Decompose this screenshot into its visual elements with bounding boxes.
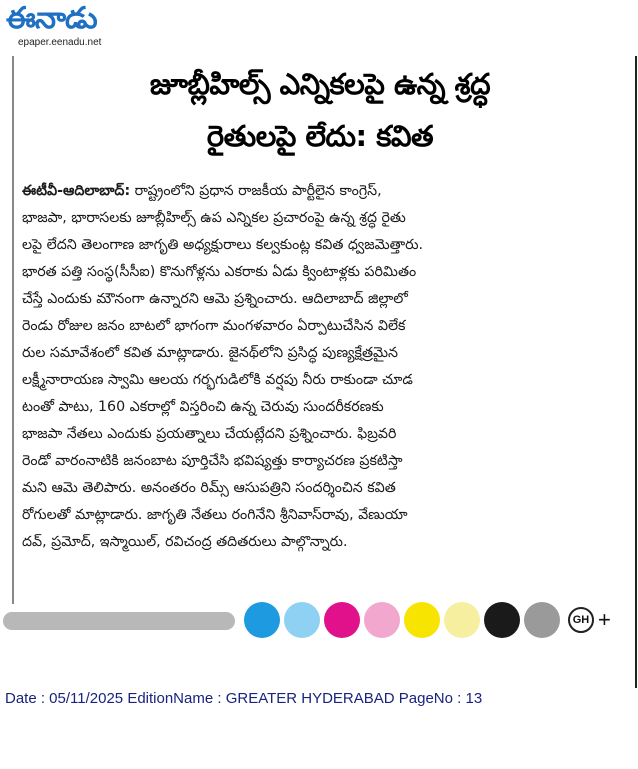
body-line-1: [22, 178, 618, 205]
headline-line-1: జూబ్లీహిల్స్ ఎన్నికలపై ఉన్న శ్రద్ధ: [149, 67, 491, 101]
body-lines: [22, 205, 618, 556]
first-line-text: రాష్ట్రంలోని ప్రధాన రాజకీయ పార్టీలైన కాంగ్రెస్,: [134, 183, 382, 199]
logo-wordmark: ఈనాడు: [6, 1, 97, 36]
color-swatch: [324, 602, 360, 638]
body-line: భాజపా, భారాసలకు జూబ్లీహిల్స్ ఉప ఎన్నికల ప్రచారంపై ఉన్న శ్రద్ధ రైతు: [22, 210, 406, 226]
clip-right-border: [635, 56, 637, 688]
body-line: భారత పత్తి సంస్థ(సీసీఐ) కొనుగోళ్లను ఎకరాకు ఏడు క్వింటాళ్లకు పరిమితం: [22, 264, 417, 280]
color-swatch: [444, 602, 480, 638]
color-swatch: [484, 602, 520, 638]
clip-left-border: [12, 56, 14, 604]
headline-line-2: రైతులపై లేదు: కవిత: [206, 119, 434, 153]
color-swatch: [404, 602, 440, 638]
registration-bar: [3, 612, 235, 630]
body-line: రెండో వారంనాటికి జనంబాట పూర్తిచేసి భవిష్యత్తు కార్యాచరణ ప్రకటిస్తా: [22, 453, 403, 469]
color-swatch: [244, 602, 280, 638]
body-line: రోగులతో మాట్లాడారు. జాగృతి నేతలు రంగినేని శ్రీనివాస్‌రావు, వేణుయా: [22, 507, 408, 523]
article-headline: [20, 58, 620, 162]
body-line: చేస్తే ఎందుకు మౌనంగా ఉన్నారని ఆమె ప్రశ్నించారు. ఆదిలాబాద్ జిల్లాలో: [22, 291, 408, 307]
article-body: [22, 178, 618, 556]
color-swatch: [524, 602, 560, 638]
body-line: దవ్, ప్రమోద్, ఇస్మాయిల్, రవిచంద్ర తదితరులు పాల్గొన్నారు.: [22, 534, 348, 550]
body-line: లక్ష్మీనారాయణ స్వామి ఆలయ గర్భగుడిలోకి వర్షపు నీరు రాకుండా చూడ: [22, 372, 413, 388]
body-line: మని ఆమె తెలిపారు. అనంతరం రిమ్స్ ఆసుపత్రిని సందర్శించిన కవిత: [22, 480, 396, 496]
body-line: రుల సమావేశంలో కవిత మాట్లాడారు. జైనథ్‌లోని ప్రసిద్ధ పుణ్యక్షేత్రమైన: [22, 345, 398, 361]
edition-footer: Date : 05/11/2025 EditionName : GREATER HYDERABAD PageNo : 13: [5, 690, 483, 707]
body-line: లపై లేదని తెలంగాణ జాగృతి అధ్యక్షురాలు కల్వకుంట్ల కవిత ధ్వజమెత్తారు.: [22, 237, 423, 253]
color-swatch: [364, 602, 400, 638]
gh-mark: GH: [568, 607, 594, 633]
logo-url: epaper.eenadu.net: [18, 37, 102, 48]
dateline: ఈటీవీ-ఆదిలాబాద్:: [22, 183, 131, 199]
body-line: టంతో పాటు, 160 ఎకరాల్లో విస్తరించి ఉన్న చెరువు సుందరీకరణకు: [22, 399, 384, 415]
eenadu-logo: [6, 2, 156, 50]
color-swatch: [284, 602, 320, 638]
registration-plus-icon: +: [598, 607, 611, 632]
body-line: భాజపా నేతలు ఎందుకు ప్రయత్నాలు చేయట్లేదని ప్రశ్నించారు. ఫిబ్రవరి: [22, 426, 397, 442]
body-line: రెండు రోజుల జనం బాటలో భాగంగా మంగళవారం ఏర్పాటుచేసిన విలేక: [22, 318, 406, 334]
color-registration-swatches: [244, 600, 611, 640]
